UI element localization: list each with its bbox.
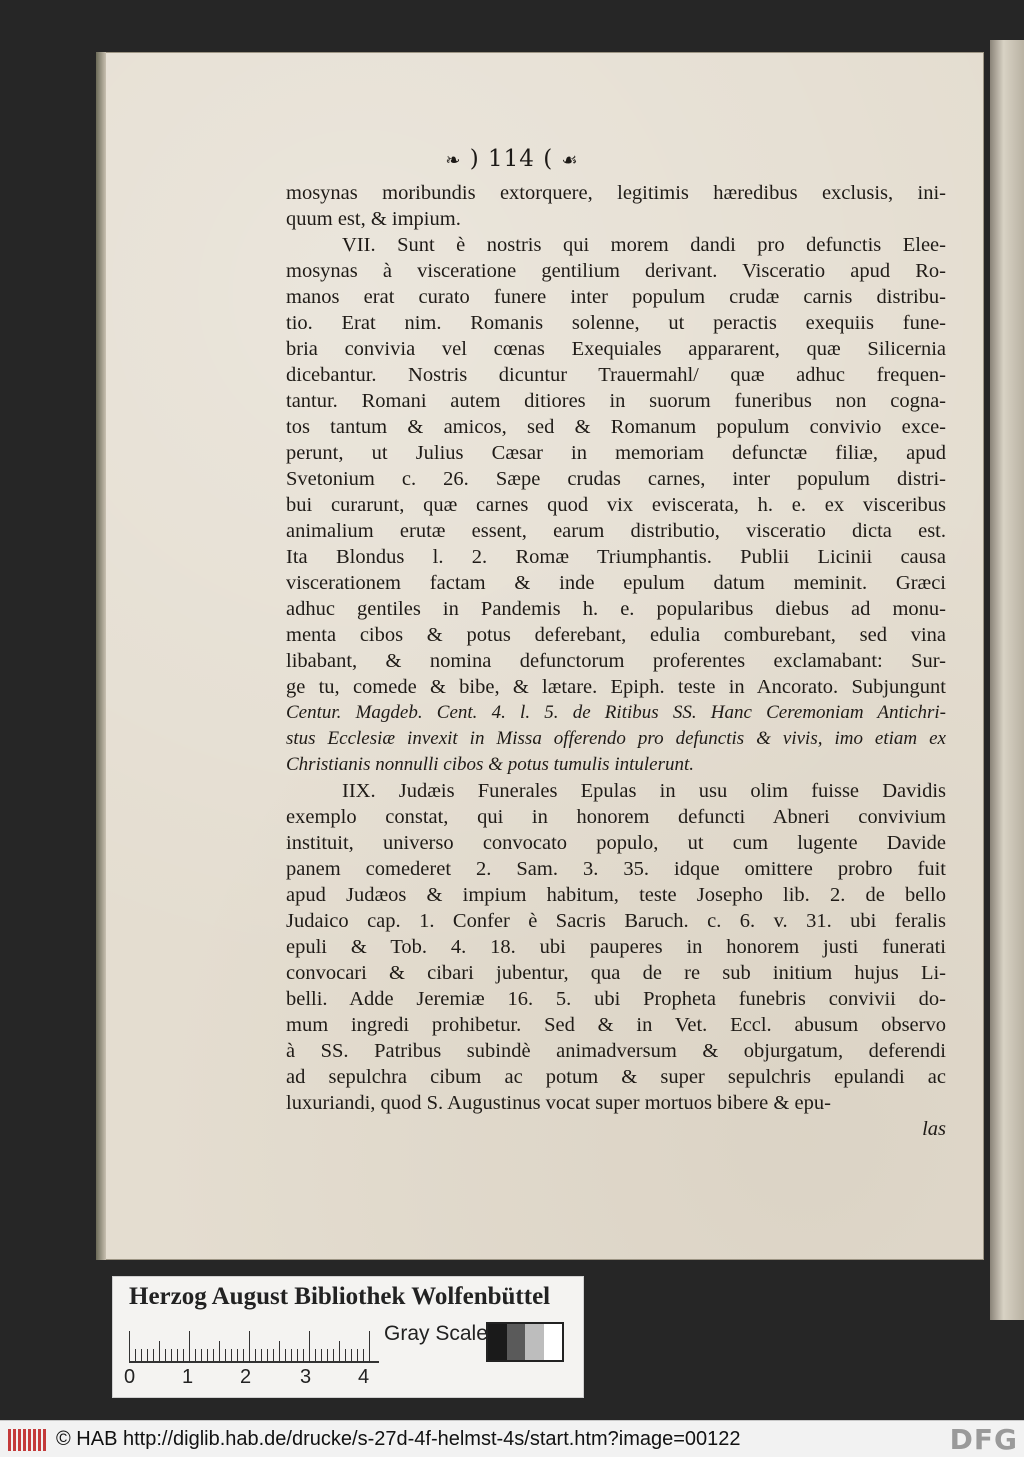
ruler-tick	[267, 1349, 268, 1361]
ruler-tick	[219, 1341, 220, 1361]
library-name: Herzog August Bibliothek Wolfenbüttel	[129, 1283, 551, 1310]
ruler-tick	[297, 1349, 298, 1361]
text-line: panem comederet 2. Sam. 3. 35. idque omittere probro fuit	[286, 858, 946, 880]
gray-swatch	[544, 1324, 563, 1360]
ruler-tick	[243, 1349, 244, 1361]
measurement-ruler	[129, 1325, 379, 1363]
text-line: viscerationem factam & inde epulum datum meminit. Græci	[286, 572, 946, 594]
text-line: tos tantum & amicos, sed & Romanum populum convivio exce-	[286, 416, 946, 438]
text-line: mosynas à visceratione gentilium derivant. Visceratio apud Ro-	[286, 260, 946, 282]
ruler-tick	[153, 1349, 154, 1361]
text-line: Ita Blondus l. 2. Romæ Triumphantis. Publii Licinii causa	[286, 546, 946, 568]
ruler-tick	[345, 1349, 346, 1361]
ruler-tick	[147, 1349, 148, 1361]
ruler-tick	[249, 1331, 250, 1361]
right-ornament-icon: ☙	[561, 150, 579, 171]
text-line: animalium erutæ essent, earum distributio, visceratio dicta est.	[286, 520, 946, 542]
ruler-tick	[135, 1349, 136, 1361]
text-line: libabant, & nomina defunctorum proferentes exclamabant: Sur-	[286, 650, 946, 672]
text-line: apud Judæos & impium habitum, teste Josepho lib. 2. de bello	[286, 884, 946, 906]
ruler-number: 0	[124, 1366, 136, 1388]
text-line: bria convivia vel cœnas Exequiales appararent, quæ Silicernia	[286, 338, 946, 360]
ruler-tick	[237, 1349, 238, 1361]
text-line: Judaico cap. 1. Confer è Sacris Baruch. c. 6. v. 31. ubi feralis	[286, 910, 946, 932]
ruler-tick	[321, 1349, 322, 1361]
text-line: stus Ecclesiæ invexit in Missa offerendo pro defunctis & vivis, imo etiam ex	[286, 728, 946, 749]
page-body-text	[286, 180, 946, 1142]
ruler-tick	[357, 1349, 358, 1361]
ruler-tick	[213, 1349, 214, 1361]
text-line: à SS. Patribus subindè animadversum & objurgatum, deferendi	[286, 1040, 946, 1062]
ruler-tick	[189, 1331, 190, 1361]
text-line: tio. Erat nim. Romanis solenne, ut peractis exequiis fune-	[286, 312, 946, 334]
ruler-tick	[255, 1349, 256, 1361]
text-line: perunt, ut Julius Cæsar in memoriam defunctæ filiæ, apud	[286, 442, 946, 464]
ruler-tick	[327, 1349, 328, 1361]
text-line: quum est, & impium.	[286, 208, 461, 230]
ruler-tick	[273, 1349, 274, 1361]
text-line: dicebantur. Nostris dicuntur Trauermahl/ quæ adhuc frequen-	[286, 364, 946, 386]
page-binding-edge	[96, 52, 106, 1260]
text-line: belli. Adde Jeremiæ 16. 5. ubi Propheta funebris convivii do-	[286, 988, 946, 1010]
text-line: convocari & cibari jubentur, qua de re sub initium hujus Li-	[286, 962, 946, 984]
hab-logo-icon	[8, 1429, 46, 1451]
ruler-number: 2	[240, 1366, 252, 1388]
text-line: mum ingredi prohibetur. Sed & in Vet. Eccl. abusum observo	[286, 1014, 946, 1036]
text-line: menta cibos & potus deferebant, edulia comburebant, sed vina	[286, 624, 946, 646]
ruler-tick	[291, 1349, 292, 1361]
text-line: ad sepulchra cibum ac potum & super sepulchris epulandi ac	[286, 1066, 946, 1088]
ruler-tick	[369, 1331, 370, 1361]
ruler-tick	[177, 1349, 178, 1361]
ruler-tick	[279, 1341, 280, 1361]
gray-swatch	[525, 1324, 544, 1360]
left-ornament-icon: ❧	[445, 150, 462, 171]
ruler-tick	[351, 1349, 352, 1361]
ruler-number: 4	[358, 1366, 370, 1388]
ruler-tick	[183, 1349, 184, 1361]
text-line: adhuc gentiles in Pandemis h. e. popularibus diebus ad monu-	[286, 598, 946, 620]
text-line: Christianis nonnulli cibos & potus tumulis intulerunt.	[286, 754, 695, 775]
text-line: IIX. Judæis Funerales Epulas in usu olim fuisse Davidis	[342, 780, 946, 802]
text-line: luxuriandi, quod S. Augustinus vocat super mortuos bibere & epu-	[286, 1092, 831, 1114]
catchword: las	[922, 1118, 946, 1140]
ruler-tick	[285, 1349, 286, 1361]
ruler-number: 1	[182, 1366, 194, 1388]
ruler-tick	[159, 1341, 160, 1361]
dfg-logo: DFG	[949, 1423, 1018, 1456]
ruler-tick	[261, 1349, 262, 1361]
gray-scale-swatch	[486, 1322, 564, 1362]
ruler-tick	[363, 1349, 364, 1361]
page-number: ) 114 (	[469, 146, 554, 172]
ruler-tick	[225, 1349, 226, 1361]
gray-swatch	[488, 1324, 507, 1360]
ruler-tick	[201, 1349, 202, 1361]
facing-page-edge	[990, 40, 1024, 1320]
ruler-tick	[315, 1349, 316, 1361]
ruler-tick	[231, 1349, 232, 1361]
text-line: epuli & Tob. 4. 18. ubi pauperes in honorem justi funerati	[286, 936, 946, 958]
page-header	[0, 146, 1024, 172]
ruler-tick	[333, 1349, 334, 1361]
footer-bar	[0, 1420, 1024, 1457]
text-line: mosynas moribundis extorquere, legitimis hæredibus exclusis, ini-	[286, 182, 946, 204]
text-line: bui curarunt, quæ carnes quod vix eviscerata, h. e. ex visceribus	[286, 494, 946, 516]
text-line: ge tu, comede & bibe, & lætare. Epiph. teste in Ancorato. Subjungunt	[286, 676, 946, 698]
text-line: instituit, universo convocato populo, ut cum lugente Davide	[286, 832, 946, 854]
text-line: VII. Sunt è nostris qui morem dandi pro defunctis Elee-	[342, 234, 946, 256]
text-line: exemplo constat, qui in honorem defuncti Abneri convivium	[286, 806, 946, 828]
ruler-tick	[195, 1349, 196, 1361]
ruler-number: 3	[300, 1366, 312, 1388]
gray-swatch	[507, 1324, 526, 1360]
gray-scale-label: Gray Scale	[384, 1322, 488, 1345]
ruler-tick	[141, 1349, 142, 1361]
ruler-tick	[339, 1341, 340, 1361]
text-line: Centur. Magdeb. Cent. 4. l. 5. de Ritibus SS. Hanc Ceremoniam Antichri-	[286, 702, 946, 723]
ruler-tick	[165, 1349, 166, 1361]
text-line: Svetonium c. 26. Sæpe crudas carnes, inter populum distri-	[286, 468, 946, 490]
ruler-tick	[207, 1349, 208, 1361]
text-line: tantur. Romani autem ditiores in suorum funeribus non cognа-	[286, 390, 946, 412]
ruler-tick	[171, 1349, 172, 1361]
ruler-tick	[303, 1349, 304, 1361]
footer-copyright-link[interactable]: © HAB http://diglib.hab.de/drucke/s-27d-4f-helmst-4s/start.htm?image=00122	[56, 1428, 741, 1450]
ruler-tick	[309, 1331, 310, 1361]
text-line: manos erat curato funere inter populum crudæ carnis distribu-	[286, 286, 946, 308]
ruler-tick	[129, 1331, 130, 1361]
